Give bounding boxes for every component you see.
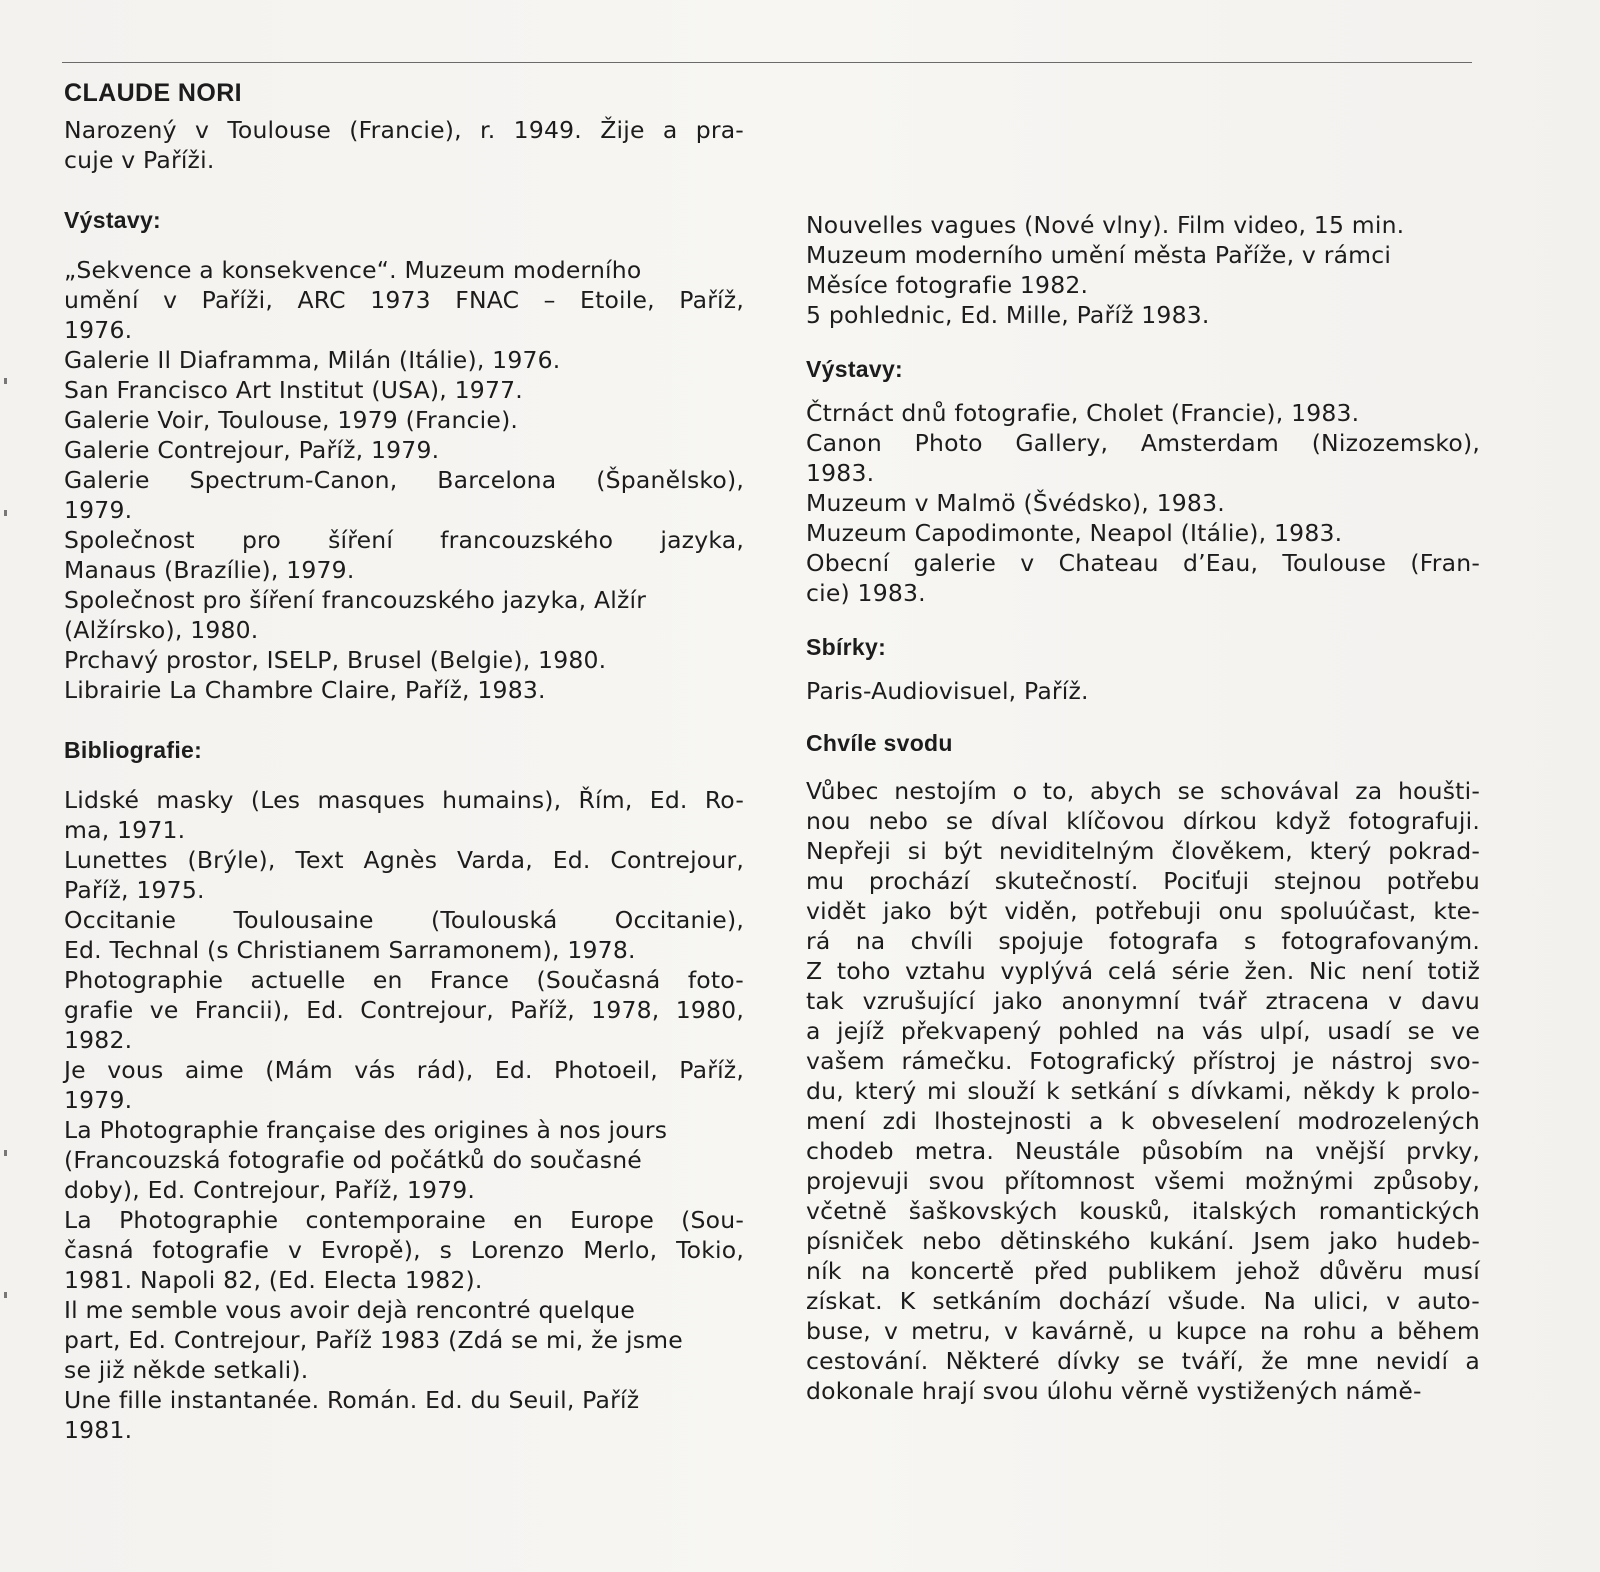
bibliography-line: Une fille instantanée. Román. Ed. du Seuil, Paříž (64, 1386, 640, 1414)
exhibitions2-list (806, 398, 1480, 608)
films-line: Muzeum moderního umění města Paříže, v rámci (806, 241, 1392, 269)
exhibitions2-line: Čtrnáct dnů fotografie, Cholet (Francie), 1983. (806, 399, 1360, 427)
exhibitions-line: Manaus (Brazílie), 1979. (64, 556, 355, 584)
essay-line: dokonale hrají svou úlohu věrně vystižených námě- (806, 1377, 1422, 1405)
margin-mark (4, 1292, 7, 1298)
exhibitions-line: San Francisco Art Institut (USA), 1977. (64, 376, 523, 404)
exhibitions-line: Galerie Il Diaframma, Milán (Itálie), 1976. (64, 346, 561, 374)
bibliography-heading: Bibliografie: (64, 737, 203, 763)
essay-line: nou nebo se díval klíčovou dírkou když fotografuji. (806, 807, 1480, 835)
exhibitions-list (64, 255, 744, 705)
bibliography-line: Je vous aime (Mám vás rád), Ed. Photoeil, Paříž, (64, 1056, 744, 1084)
essay-line: písniček nebo dětinského kukání. Jsem jako hudeb- (806, 1227, 1480, 1255)
exhibitions-line: „Sekvence a konsekvence“. Muzeum moderního (64, 256, 642, 284)
essay-line: mu prochází skutečností. Pociťuji stejnou potřebu (806, 867, 1480, 895)
exhibitions2-line: Obecní galerie v Chateau d’Eau, Toulouse (Fran- (806, 549, 1480, 577)
bibliography-line: grafie ve Francii), Ed. Contrejour, Paříž, 1978, 1980, (64, 996, 744, 1024)
bibliography-line: Lunettes (Brýle), Text Agnès Varda, Ed. Contrejour, (64, 846, 744, 874)
bibliography-line: Occitanie Toulousaine (Toulouská Occitanie), (64, 906, 744, 934)
essay-line: projevuji svou přítomnost všemi možnými způsoby, (806, 1167, 1480, 1195)
essay-line: vašem rámečku. Fotografický přístroj je nástroj svo- (806, 1047, 1480, 1075)
bibliography-line: 1982. (64, 1026, 133, 1054)
films-line: Měsíce fotografie 1982. (806, 271, 1089, 299)
essay-line: chodeb metra. Neustále působím na vnější prvky, (806, 1137, 1480, 1165)
exhibitions2-line: Muzeum v Malmö (Švédsko), 1983. (806, 489, 1225, 517)
essay-line: Vůbec nestojím o to, abych se schovával za houšti- (806, 777, 1480, 805)
exhibitions-line: Společnost pro šíření francouzského jazyka, (64, 526, 744, 554)
bibliography-list (64, 785, 744, 1445)
exhibitions2-line: 1983. (806, 459, 875, 487)
essay-text (806, 776, 1480, 1406)
collections-heading: Sbírky: (806, 634, 887, 660)
essay-line: včetně šaškovských kousků, italských romantických (806, 1197, 1480, 1225)
essay-line: ník na koncertě před publikem jehož důvěru musí (806, 1257, 1480, 1285)
bibliography-line: part, Ed. Contrejour, Paříž 1983 (Zdá se mi, že jsme (64, 1326, 683, 1354)
bibliography-line: 1981. (64, 1416, 133, 1444)
exhibitions-heading: Výstavy: (64, 207, 162, 233)
bibliography-line: 1981. Napoli 82, (Ed. Electa 1982). (64, 1266, 483, 1294)
bibliography-line: Photographie actuelle en France (Současná foto- (64, 966, 744, 994)
exhibitions-line: Prchavý prostor, ISELP, Brusel (Belgie), 1980. (64, 646, 607, 674)
exhibitions-line: Librairie La Chambre Claire, Paříž, 1983. (64, 676, 546, 704)
bibliography-line: (Francouzská fotografie od počátků do současné (64, 1146, 642, 1174)
essay-line: du, který mi slouží k setkání s dívkami, někdy k prolo- (806, 1077, 1480, 1105)
photographer-name: CLAUDE NORI (64, 79, 243, 107)
films-list (806, 210, 1480, 330)
exhibitions-line: Galerie Contrejour, Paříž, 1979. (64, 436, 440, 464)
essay-line: Nepřeji si být neviditelným člověkem, který pokrad- (806, 837, 1480, 865)
exhibitions-line: Galerie Voir, Toulouse, 1979 (Francie). (64, 406, 519, 434)
exhibitions-line: Galerie Spectrum-Canon, Barcelona (Španělsko), (64, 466, 744, 494)
exhibitions2-line: Muzeum Capodimonte, Neapol (Itálie), 1983. (806, 519, 1343, 547)
essay-line: Z toho vztahu vyplývá celá série žen. Nic není totiž (806, 957, 1480, 985)
margin-mark (4, 378, 7, 384)
exhibitions-line: (Alžírsko), 1980. (64, 616, 259, 644)
exhibitions2-heading: Výstavy: (806, 356, 904, 382)
exhibitions-line: 1976. (64, 316, 133, 344)
bibliography-line: La Photographie contemporaine en Europe (Sou- (64, 1206, 744, 1234)
bibliography-line: doby), Ed. Contrejour, Paříž, 1979. (64, 1176, 476, 1204)
bibliography-line: časná fotografie v Evropě), s Lorenzo Merlo, Tokio, (64, 1236, 744, 1264)
collections-line: Paris-Audiovisuel, Paříž. (806, 677, 1089, 705)
essay-heading: Chvíle svodu (806, 730, 953, 756)
left-column (64, 75, 744, 1445)
exhibitions-line: umění v Paříži, ARC 1973 FNAC – Etoile, Paříž, (64, 286, 744, 314)
bibliography-line: 1979. (64, 1086, 133, 1114)
essay-line: rá na chvíli spojuje fotografa s fotografovaným. (806, 927, 1480, 955)
exhibitions2-line: cie) 1983. (806, 579, 926, 607)
essay-line: a jejíž překvapený pohled na vás ulpí, usadí se ve (806, 1017, 1480, 1045)
exhibitions-line: 1979. (64, 496, 133, 524)
bibliography-line: Ed. Technal (s Christianem Sarramonem), 1978. (64, 936, 636, 964)
essay-line: získat. K setkáním dochází všude. Na ulici, v auto- (806, 1287, 1480, 1315)
bibliography-line: La Photographie française des origines à nos jours (64, 1116, 668, 1144)
bibliography-line: Paříž, 1975. (64, 876, 205, 904)
bibliography-line: Lidské masky (Les masques humains), Řím, Ed. Ro- (64, 786, 744, 814)
intro-line: Narozený v Toulouse (Francie), r. 1949. Žije a pra- (64, 116, 744, 144)
essay-line: vidět jako být viděn, potřebuji onu spoluúčast, kte- (806, 897, 1480, 925)
intro-line: cuje v Paříži. (64, 146, 215, 174)
essay-line: buse, v metru, v kavárně, u kupce na rohu a během (806, 1317, 1480, 1345)
bibliography-line: se již někde setkali). (64, 1356, 309, 1384)
margin-mark (4, 1150, 7, 1156)
exhibitions-line: Společnost pro šíření francouzského jazyka, Alžír (64, 586, 647, 614)
collections-list (806, 676, 1480, 706)
intro-text (64, 115, 744, 175)
bibliography-line: ma, 1971. (64, 816, 186, 844)
top-rule (62, 62, 1472, 63)
exhibitions2-line: Canon Photo Gallery, Amsterdam (Nizozemsko), (806, 429, 1480, 457)
margin-mark (4, 510, 7, 516)
films-line: Nouvelles vagues (Nové vlny). Film video, 15 min. (806, 211, 1405, 239)
essay-line: tak vzrušující jako anonymní tvář ztracena v davu (806, 987, 1480, 1015)
films-line: 5 pohlednic, Ed. Mille, Paříž 1983. (806, 301, 1210, 329)
bibliography-line: Il me semble vous avoir dejà rencontré quelque (64, 1296, 635, 1324)
right-column (806, 210, 1480, 1406)
essay-line: mení zdi lhostejnosti a k obveselení modrozelených (806, 1107, 1480, 1135)
essay-line: cestování. Některé dívky se tváří, že mne nevidí a (806, 1347, 1480, 1375)
